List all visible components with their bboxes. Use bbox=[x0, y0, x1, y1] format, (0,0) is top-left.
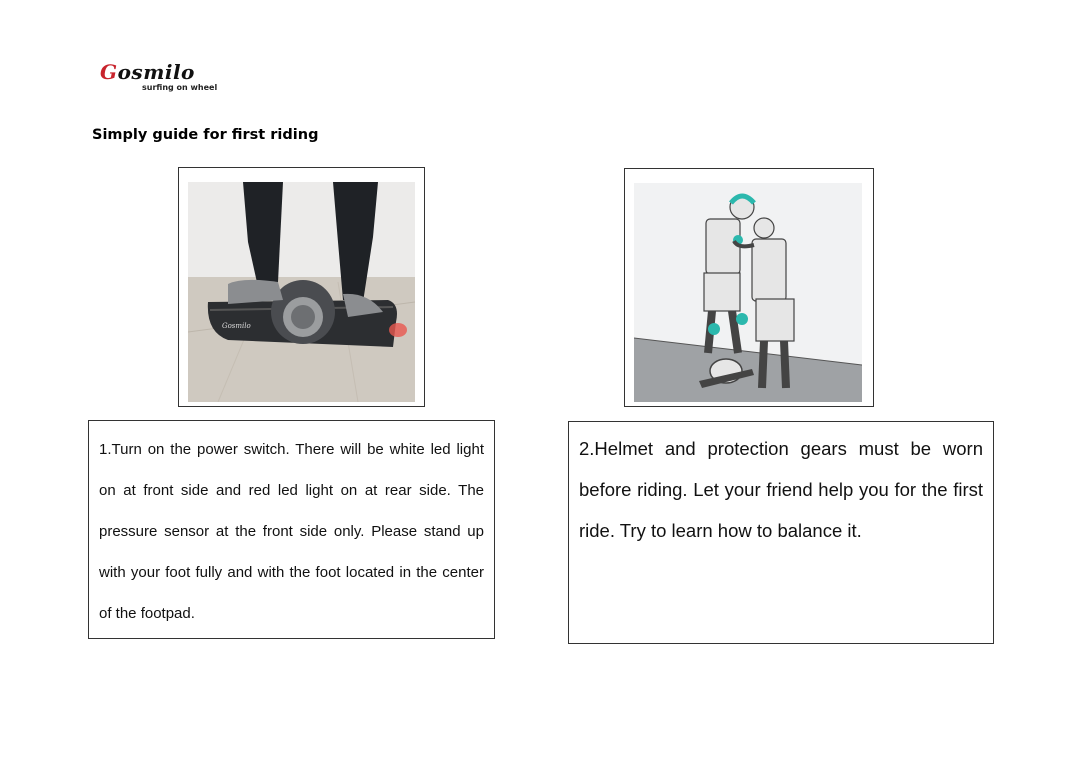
step-1-photo-frame bbox=[178, 167, 425, 407]
logo-tagline: surfing on wheel bbox=[142, 83, 218, 92]
step-1-text: 1.Turn on the power switch. There will be white led light on at front side and red led light on at rear side. The pressure sensor at the front side only. Please stand up with your foot fully and with the foot located in the center of the footpad. bbox=[99, 441, 484, 622]
step-2-text: 2.Helmet and protection gears must be worn before riding. Let your friend help you for the first ride. Try to learn how to balance it. bbox=[579, 438, 983, 541]
onewheel-rider-photo bbox=[188, 182, 415, 402]
page-heading: Simply guide for first riding bbox=[92, 127, 319, 143]
step-2-instructions-box bbox=[568, 421, 994, 644]
brand-logo bbox=[100, 60, 230, 94]
helper-assisting-rider-illustration bbox=[634, 183, 862, 402]
step-2-illustration-frame bbox=[624, 168, 874, 407]
logo-wordmark: Gosmilo bbox=[100, 60, 195, 84]
svg-text:Gosmilo: Gosmilo bbox=[222, 322, 251, 330]
step-1-instructions-box bbox=[88, 420, 495, 639]
